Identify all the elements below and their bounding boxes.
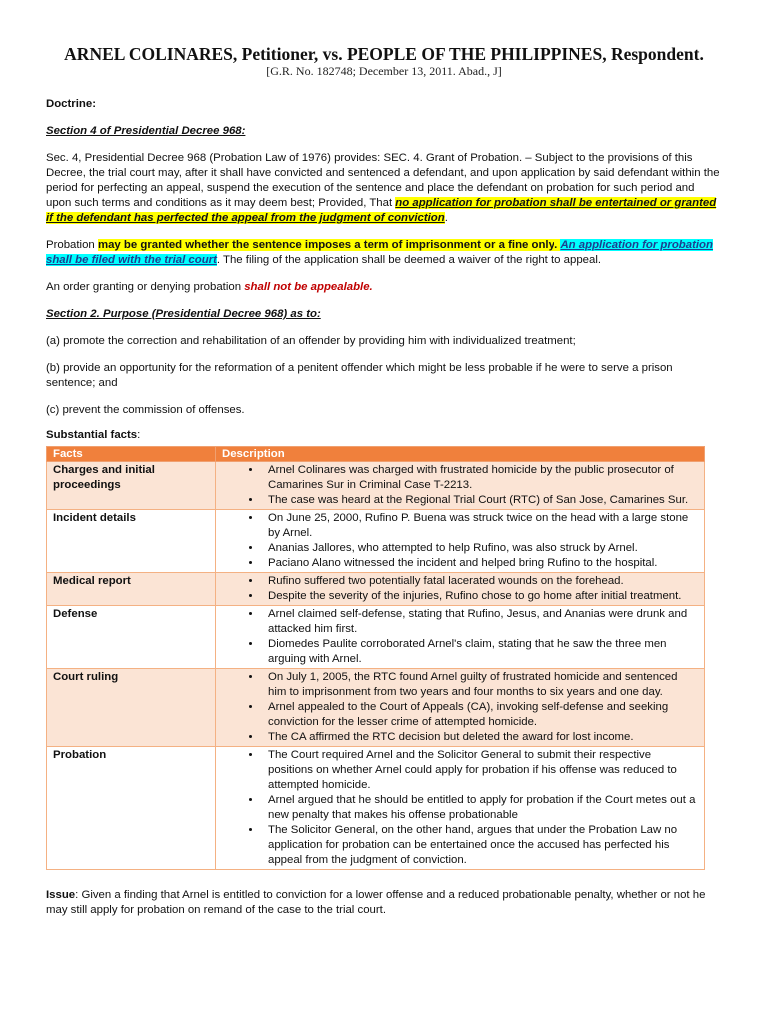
fact-label: Probation <box>47 747 216 870</box>
facts-table <box>46 446 705 870</box>
list-item: • Arnel claimed self-defense, stating that Rufino, Jesus, and Ananias were drunk and attacked him first. <box>262 607 698 637</box>
facts-label-text: Substantial facts <box>46 429 138 441</box>
table-row <box>47 669 705 747</box>
fact-label: Medical report <box>47 573 216 606</box>
purpose-a: (a) promote the correction and rehabilitation of an offender by providing him with individualized treatment; <box>46 335 576 347</box>
table-row <box>47 573 705 606</box>
list-item: • The case was heard at the Regional Trial Court (RTC) of San Jose, Camarines Sur. <box>262 493 698 508</box>
list-item: • On July 1, 2005, the RTC found Arnel guilty of frustrated homicide and sentenced him to imprisonment from two years and four months to six years and one day. <box>262 670 698 700</box>
appeal-paragraph <box>46 280 722 295</box>
facts-label <box>46 428 722 443</box>
fact-description <box>216 747 705 870</box>
fact-label: Incident details <box>47 510 216 573</box>
appeal-start: An order granting or denying probation <box>46 281 245 293</box>
table-row <box>47 747 705 870</box>
issue-text: : Given a finding that Arnel is entitled to conviction for a lower offense and a reduced probationable penalty, whether or not he may still apply for probation on remand of the case to the trial court. <box>46 889 706 916</box>
purpose-b: (b) provide an opportunity for the reformation of a penitent offender which might be less probable if he were to serve a prison sentence; and <box>46 362 673 389</box>
list-item: • The CA affirmed the RTC decision but deleted the award for lost income. <box>262 730 698 745</box>
case-citation: [G.R. No. 182748; December 13, 2011. Abad., J] <box>266 64 502 78</box>
list-item: • Arnel appealed to the Court of Appeals (CA), invoking self-defense and seeking conviction for the lesser crime of attempted homicide. <box>262 700 698 730</box>
section4-text: Sec. 4, Presidential Decree 968 (Probation Law of 1976) provides: SEC. 4. Grant of Probation. – Subject to the provisions of this Decree, the trial court may, after it shall have convicted and sentenced a defendant, and upon application by said defendant within the period for perfecting an appeal, suspend the execution of the sentence and place the defendant on probation for such period and upon such terms and conditions as it may deem best; Provided, That <box>46 152 720 209</box>
section4-heading <box>46 124 722 139</box>
table-row <box>47 606 705 669</box>
purpose-c: (c) prevent the commission of offenses. <box>46 404 245 416</box>
list-item: • The Court required Arnel and the Solicitor General to submit their respective positions on whether Arnel could apply for probation if his offense was reduced to attempted homicide. <box>262 748 698 793</box>
list-item: • Diomedes Paulite corroborated Arnel's claim, stating that he saw the three men arguing with Arnel. <box>262 637 698 667</box>
list-item: • On June 25, 2000, Rufino P. Buena was struck twice on the head with a large stone by Arnel. <box>262 511 698 541</box>
description-column-header: Description <box>216 447 705 462</box>
list-item: • Rufino suffered two potentially fatal lacerated wounds on the forehead. <box>262 574 698 589</box>
doctrine-label: Doctrine: <box>46 98 96 110</box>
list-item: • Ananias Jallores, who attempted to help Rufino, was also struck by Arnel. <box>262 541 698 556</box>
fact-description <box>216 462 705 510</box>
section4-end: . <box>444 212 448 224</box>
list-item: • The Solicitor General, on the other hand, argues that under the Probation Law no application for probation can be entertained once the accused has perfected his appeal from the judgment of conviction. <box>262 823 698 868</box>
probation-highlight-cyan: An application for probation shall be filed with the trial court <box>46 239 713 266</box>
probation-end: . The filing of the application shall be deemed a waiver of the right to appeal. <box>216 254 602 266</box>
fact-label: Charges and initial proceedings <box>47 462 216 510</box>
fact-description <box>216 510 705 573</box>
list-item: • Arnel Colinares was charged with frustrated homicide by the public prosecutor of Camarines Sur in Criminal Case T-2213. <box>262 463 698 493</box>
probation-highlight-yellow: may be granted whether the sentence imposes a term of imprisonment or a fine only <box>97 239 555 251</box>
issue-paragraph <box>46 888 722 918</box>
fact-description <box>216 669 705 747</box>
table-row <box>47 510 705 573</box>
list-item: • Despite the severity of the injuries, Rufino chose to go home after initial treatment. <box>262 589 698 604</box>
facts-header-row <box>47 447 705 462</box>
list-item: • Paciano Alano witnessed the incident and helped bring Rufino to the hospital. <box>262 556 698 571</box>
section4-paragraph <box>46 151 722 226</box>
appeal-red: shall not be appealable. <box>244 281 373 293</box>
facts-column-header: Facts <box>47 447 216 462</box>
probation-start: Probation <box>46 239 98 251</box>
fact-label: Court ruling <box>47 669 216 747</box>
table-row <box>47 462 705 510</box>
section2-heading <box>46 307 722 322</box>
section4-highlight: no application for probation shall be entertained or granted if the defendant has perfected the appeal from the judgment of conviction <box>46 197 717 224</box>
fact-description <box>216 606 705 669</box>
section2-heading-text: Section 2. Purpose (Presidential Decree 968) as to: <box>46 308 321 320</box>
probation-dot: . <box>554 239 561 251</box>
section4-heading-text: Section 4 of Presidential Decree 968: <box>46 125 246 137</box>
probation-paragraph <box>46 238 722 268</box>
fact-description <box>216 573 705 606</box>
fact-label: Defense <box>47 606 216 669</box>
facts-label-colon: : <box>137 429 141 441</box>
list-item: • Arnel argued that he should be entitled to apply for probation if the Court metes out a new penalty that makes his offense probationable <box>262 793 698 823</box>
case-title: ARNEL COLINARES, Petitioner, vs. PEOPLE OF THE PHILIPPINES, Respondent. <box>64 44 704 64</box>
issue-label: Issue <box>46 889 76 901</box>
